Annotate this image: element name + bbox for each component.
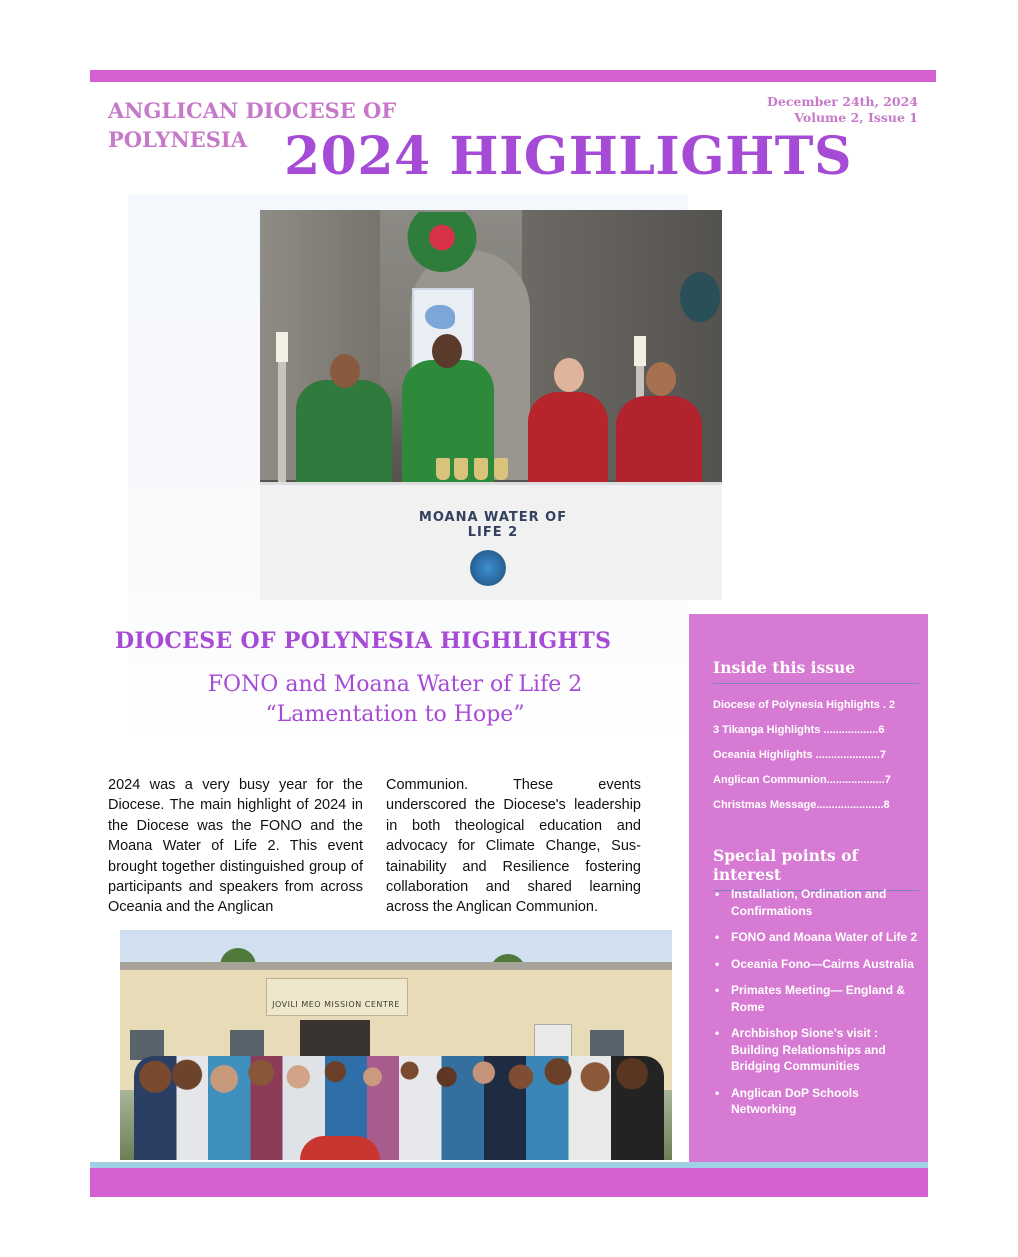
point-item: • Oceania Fono—Cairns Australia (713, 956, 923, 973)
altar-service-photo (260, 210, 722, 600)
building-sign (266, 978, 408, 1016)
toc-item: Christmas Message......................8 (713, 799, 890, 811)
top-accent-bar (90, 70, 936, 82)
clergy-red-1 (528, 392, 608, 492)
clergy-head-4 (646, 362, 676, 396)
subheading-line-2: “Lamentation to Hope” (265, 702, 525, 727)
toc-item: Anglican Communion...................7 (713, 774, 891, 786)
newsletter-title: 2024 HIGHLIGHTS (284, 126, 852, 187)
chalice-3 (474, 458, 488, 480)
toc-item: Diocese of Polynesia Highlights . 2 (713, 699, 896, 711)
issue-date: December 24th, 2024 (767, 94, 918, 109)
article-subheading (170, 670, 620, 730)
special-points-title: Special points of interest (713, 846, 919, 891)
subheading-line-1: FONO and Moana Water of Life 2 (207, 672, 583, 697)
candle-right (634, 336, 646, 366)
point-item: • Primates Meeting— England & Rome (713, 982, 923, 1015)
toc-item: 3 Tikanga Highlights ..................6 (713, 724, 885, 736)
group-of-participants (134, 1056, 664, 1160)
bottom-accent-bar (90, 1168, 928, 1197)
chalice-2 (454, 458, 468, 480)
wall-fan (680, 272, 720, 322)
inside-issue-title: Inside this issue (713, 658, 919, 684)
point-item: • FONO and Moana Water of Life 2 (713, 929, 923, 946)
altar-cloth-text: MOANA WATER OF LIFE 2 (418, 510, 568, 540)
org-name-line-1: ANGLICAN DIOCESE OF (108, 98, 397, 123)
flower-bed (300, 1136, 380, 1160)
candlestick-left (278, 362, 286, 482)
org-name-line-2: POLYNESIA (108, 127, 247, 152)
special-points-list (713, 886, 923, 1128)
chalice-4 (494, 458, 508, 480)
issue-volume: Volume 2, Issue 1 (794, 110, 918, 125)
article-column-2: Communion. These events underscored the Diocese's leadership in both theological education and advocacy for Climate Change, Sus-tainability and Resilience fostering collaboration and shared learning across the Anglican Communion. (386, 777, 641, 916)
toc-item: Oceania Highlights .....................7 (713, 749, 886, 761)
globe-emblem-icon (470, 550, 506, 586)
clergy-head-2 (432, 334, 462, 368)
clergy-red-2 (616, 396, 702, 492)
article-column-1: 2024 was a very busy year for the Diocese. The main highlight of 2024 in the Diocese was the FONO and the Moana Water of Life 2. This event brought together distinguished group of participants and speakers from across Oceania and the Anglican (108, 777, 363, 916)
clergy-head-1 (330, 354, 360, 388)
point-item: • Installation, Ordination and Confirmations (713, 886, 923, 919)
section-heading: DIOCESE OF POLYNESIA HIGHLIGHTS (115, 628, 612, 654)
dove-icon (425, 305, 455, 329)
point-item: • Archbishop Sione’s visit : Building Relationships and Bridging Communities (713, 1025, 923, 1075)
sidebar (689, 614, 928, 1162)
chalice-1 (436, 458, 450, 480)
clergy-head-3 (554, 358, 584, 392)
clergy-green-1 (296, 380, 392, 490)
building-sign-text: JOVILI MEO MISSION CENTRE (272, 1000, 400, 1009)
point-item: • Anglican DoP Schools Networking (713, 1085, 923, 1118)
air-conditioner-unit (534, 1024, 572, 1058)
candle-left (276, 332, 288, 362)
group-photo (120, 930, 672, 1160)
flower-arrangement (400, 212, 484, 276)
